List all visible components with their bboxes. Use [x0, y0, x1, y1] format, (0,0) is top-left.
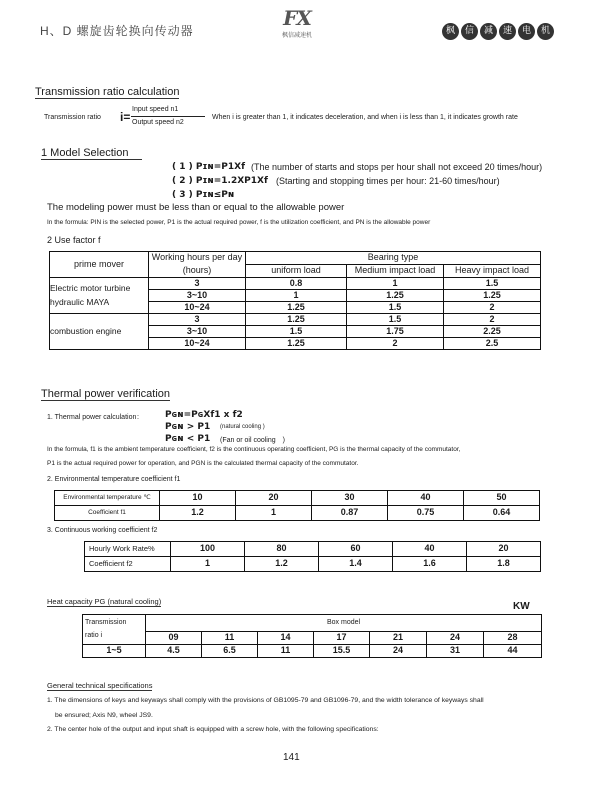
- thermal-note-2: P1 is the actual required power for operation, and PGN is the calculated thermal capacity of the commutator.: [47, 460, 359, 467]
- formula-3: ( 3 ) Pɪɴ≤Pɴ: [172, 190, 235, 200]
- th-prime-mover: prime mover: [50, 252, 149, 278]
- heat-heading: Heat capacity PG (natural cooling): [47, 597, 162, 606]
- page-number: 141: [283, 752, 300, 763]
- badge-2: 信: [461, 23, 478, 40]
- badge-6: 机: [537, 23, 554, 40]
- cell: 09: [146, 632, 202, 645]
- th-bearing: Bearing type: [246, 252, 541, 265]
- th-transmission-l1: Transmission: [85, 619, 127, 627]
- cell: 10: [160, 491, 236, 506]
- cell: 30: [312, 491, 388, 506]
- heat-capacity-table: [82, 614, 542, 658]
- thermal-formula-a: Pɢɴ=PɢXf1 x f2: [165, 410, 243, 420]
- ratio-note: When i is greater than 1, it indicates deceleration, and when i is less than 1, it indicates growth rate: [212, 114, 518, 121]
- cell: 6.5: [202, 645, 258, 658]
- cell: 24: [427, 632, 484, 645]
- cell: 10~24: [149, 338, 246, 350]
- cell: 1.25: [246, 338, 347, 350]
- logo-letters: FX: [283, 6, 311, 30]
- logo-subtitle: 枫信减速机: [281, 33, 312, 39]
- cell: 1.2: [160, 506, 236, 521]
- group-combustion: combustion engine: [50, 314, 149, 350]
- cell: 3: [149, 314, 246, 326]
- cell: 1.5: [347, 302, 444, 314]
- cell: 2: [347, 338, 444, 350]
- badge-3: 减: [480, 23, 497, 40]
- badge-5: 电: [518, 23, 535, 40]
- cell: 40: [388, 491, 464, 506]
- group-electric: [50, 278, 149, 314]
- cont-work-table: [84, 541, 541, 572]
- ratio-label: Transmission ratio: [44, 114, 101, 121]
- formula-1: ( 1 ) Pɪɴ=P1Xf: [172, 162, 246, 172]
- cell: 1.25: [347, 290, 444, 302]
- header-title: H、D 螺旋齿轮换向传动器: [40, 24, 194, 38]
- ratio-fraction-bar: [131, 116, 205, 117]
- cont-heading: 3. Continuous working coefficient f2: [47, 527, 158, 534]
- env-heading: 2. Environmental temperature coefficient f1: [47, 476, 181, 483]
- cell: 14: [258, 632, 314, 645]
- cell: 100: [171, 542, 245, 557]
- cell: 1.5: [246, 326, 347, 338]
- ratio-heading: Transmission ratio calculation: [35, 86, 180, 98]
- general-item-2: 2. The center hole of the output and input shaft is equipped with a screw hole, with the following specifications:: [47, 726, 379, 733]
- cell: 21: [370, 632, 427, 645]
- cell: 3~10: [149, 290, 246, 302]
- formula-2: ( 2 ) Pɪɴ=1.2XP1Xf: [172, 176, 268, 186]
- thermal-formula-c-note: (Fan or oil cooling ): [220, 437, 285, 444]
- model-bold-line: The modeling power must be less than or equal to the allowable power: [47, 202, 345, 213]
- cell: 3: [149, 278, 246, 290]
- table-row: [50, 278, 541, 290]
- th-hours-l1: Working hours per day: [149, 252, 246, 265]
- thermal-formula-b: Pɢɴ > P1: [165, 422, 211, 432]
- th-box-model: Box model: [146, 615, 542, 632]
- logo: [262, 6, 332, 44]
- env-row1-label: Environmental temperature ℃: [55, 491, 160, 506]
- group-electric-l2: hydraulic MAYA: [50, 296, 110, 307]
- cell: 1: [236, 506, 312, 521]
- cell: 10~24: [149, 302, 246, 314]
- table-row: [50, 314, 541, 326]
- cell: 24: [370, 645, 427, 658]
- cell: 0.8: [246, 278, 347, 290]
- th-medium: Medium impact load: [347, 265, 444, 278]
- cell: 1: [171, 557, 245, 572]
- badge-1: 枫: [442, 23, 459, 40]
- th-transmission: [83, 615, 146, 645]
- cell: 1.75: [347, 326, 444, 338]
- use-factor-heading: 2 Use factor f: [47, 235, 101, 245]
- env-row2-label: Coefficient f1: [55, 506, 160, 521]
- cell: 1.5: [444, 278, 541, 290]
- cell: 0.75: [388, 506, 464, 521]
- cont-row1-label: Hourly Work Rate%: [85, 542, 171, 557]
- group-electric-l1: Electric motor turbine: [50, 283, 131, 294]
- cell: 1.8: [467, 557, 541, 572]
- ratio-numerator: Input speed n1: [132, 106, 179, 113]
- th-uniform: uniform load: [246, 265, 347, 278]
- badge-4: 速: [499, 23, 516, 40]
- ratio-denominator: Output speed n2: [132, 119, 184, 126]
- cell: 1.25: [246, 314, 347, 326]
- model-heading: 1 Model Selection: [41, 147, 142, 160]
- cell: 3~10: [149, 326, 246, 338]
- cell: 2: [444, 314, 541, 326]
- thermal-calc-label: 1. Thermal power calculation：: [47, 414, 144, 421]
- cell: 1: [347, 278, 444, 290]
- cell: 0.64: [464, 506, 540, 521]
- use-factor-table: [49, 251, 541, 350]
- cell: 11: [202, 632, 258, 645]
- cell: 17: [314, 632, 370, 645]
- general-item-1a: 1. The dimensions of keys and keyways shall comply with the provisions of GB1095-79 and GB1096-79, and the width tolerance of keyways shall: [47, 697, 484, 704]
- cell: 60: [319, 542, 393, 557]
- general-heading: General technical specifications: [47, 681, 153, 690]
- cell: 40: [393, 542, 467, 557]
- cell: 1.25: [444, 290, 541, 302]
- model-formula-note: In the formula: PIN is the selected power, P1 is the actual required power, f is the utilization coefficient, and PN is the allowable power: [47, 219, 431, 226]
- cell: 20: [467, 542, 541, 557]
- cont-row2-label: Coefficient f2: [85, 557, 171, 572]
- formula-1-note: (The number of starts and stops per hour shall not exceed 20 times/hour): [251, 162, 543, 172]
- formula-2-note: (Starting and stopping times per hour: 21-60 times/hour): [276, 176, 500, 186]
- general-item-1b: be ensured; Axis N9, wheel JS9.: [55, 712, 153, 719]
- cell: 1.6: [393, 557, 467, 572]
- brand-badges: [440, 20, 554, 40]
- cell: 20: [236, 491, 312, 506]
- cell: 1~5: [83, 645, 146, 658]
- thermal-note-1: In the formula, f1 is the ambient temperature coefficient, f2 is the continuous operating coefficient, PG is the thermal capacity of the commutator,: [47, 446, 461, 453]
- cell: 80: [245, 542, 319, 557]
- cell: 0.87: [312, 506, 388, 521]
- thermal-formula-c: Pɢɴ < P1: [165, 434, 211, 444]
- heat-unit: KW: [513, 601, 530, 612]
- cell: 1.5: [347, 314, 444, 326]
- env-temp-table: [54, 490, 540, 521]
- cell: 2.25: [444, 326, 541, 338]
- cell: 4.5: [146, 645, 202, 658]
- thermal-formula-b-note: (natural cooling ): [220, 424, 265, 430]
- ratio-i: i=: [120, 110, 131, 124]
- cell: 28: [484, 632, 542, 645]
- cell: 15.5: [314, 645, 370, 658]
- cell: 11: [258, 645, 314, 658]
- cell: 1.25: [246, 302, 347, 314]
- th-heavy: Heavy impact load: [444, 265, 541, 278]
- cell: 44: [484, 645, 542, 658]
- cell: 31: [427, 645, 484, 658]
- th-hours-l2: (hours): [149, 265, 246, 278]
- th-transmission-l2: ratio i: [85, 632, 103, 639]
- cell: 1.4: [319, 557, 393, 572]
- cell: 1: [246, 290, 347, 302]
- cell: 2.5: [444, 338, 541, 350]
- cell: 1.2: [245, 557, 319, 572]
- cell: 2: [444, 302, 541, 314]
- thermal-heading: Thermal power verification: [41, 388, 170, 400]
- cell: 50: [464, 491, 540, 506]
